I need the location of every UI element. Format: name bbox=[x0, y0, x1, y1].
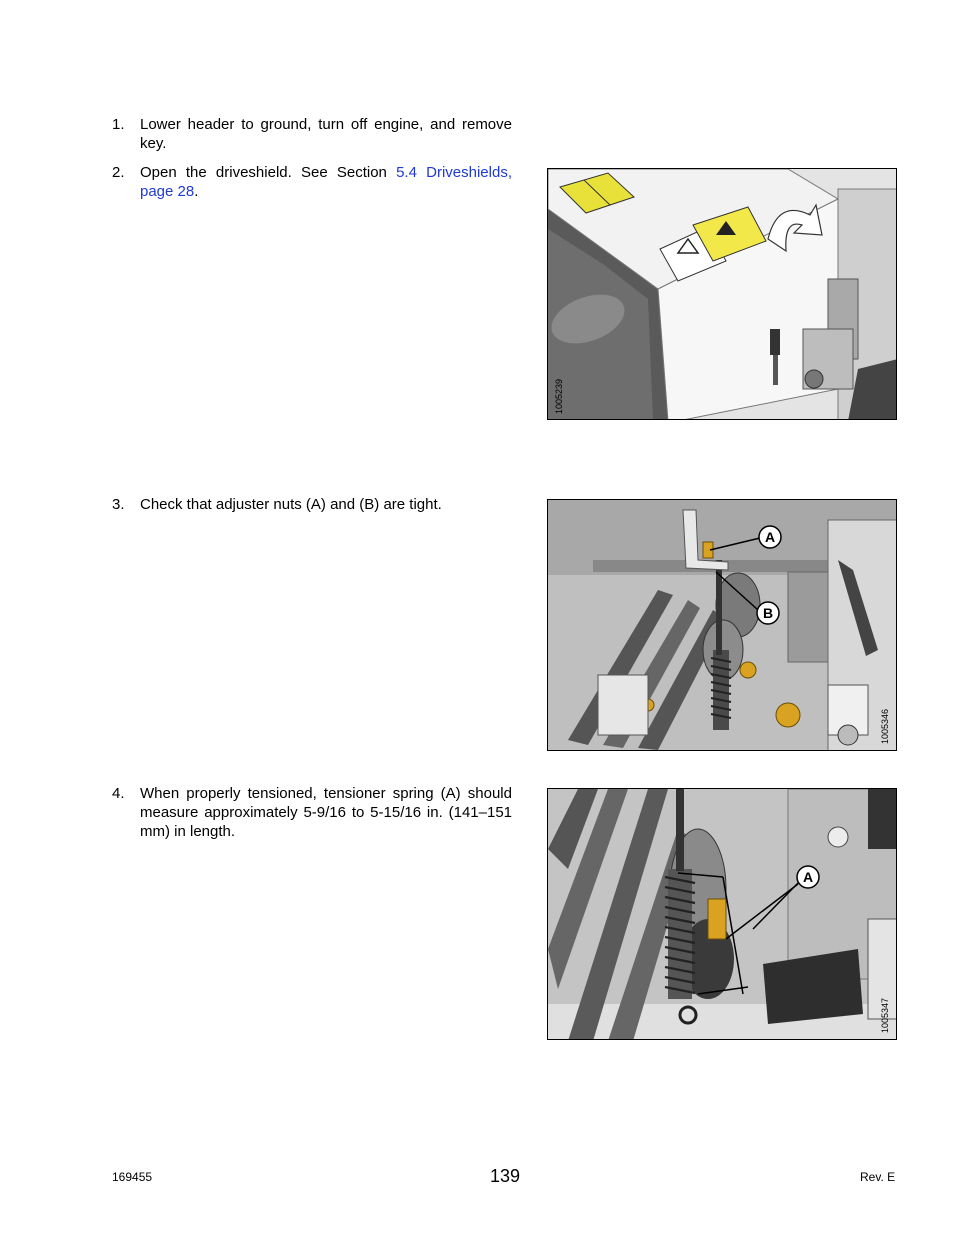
driveshield-illustration bbox=[548, 169, 897, 420]
step-2 bbox=[112, 163, 512, 201]
section-link[interactable]: 5.4 Driveshields, page 28 bbox=[140, 164, 512, 200]
step-number: 2. bbox=[112, 164, 125, 181]
step-1 bbox=[112, 115, 512, 153]
callout-b: B bbox=[762, 605, 774, 621]
adjuster-nuts-illustration bbox=[548, 500, 897, 751]
step-text bbox=[140, 163, 512, 201]
figure-id: 1005347 bbox=[880, 997, 890, 1033]
step-text: Lower header to ground, turn off engine, and remove key. bbox=[140, 116, 512, 152]
document-number: 169455 bbox=[112, 1170, 153, 1184]
step-number: 4. bbox=[112, 785, 125, 802]
figure-adjuster-nuts bbox=[547, 499, 897, 751]
figure-id: 1005239 bbox=[554, 378, 564, 414]
step-text-after: . bbox=[194, 183, 199, 200]
callout-a: A bbox=[764, 529, 776, 545]
figure-tensioner-spring bbox=[547, 788, 897, 1040]
step-text: When properly tensioned, tensioner spring (A) should measure approximately 5-9/16 to 5-15/16 in. (141–151 mm) in length. bbox=[140, 785, 512, 840]
page-number: 139 bbox=[490, 1166, 521, 1186]
callout-a: A bbox=[802, 869, 814, 885]
figure-driveshield bbox=[547, 168, 897, 420]
step-number: 3. bbox=[112, 496, 125, 513]
step-number: 1. bbox=[112, 116, 125, 133]
step-text-before: Open the driveshield. See Section bbox=[140, 164, 397, 181]
step-text: Check that adjuster nuts (A) and (B) are tight. bbox=[140, 496, 442, 513]
revision-label: Rev. E bbox=[860, 1170, 896, 1184]
tensioner-spring-illustration bbox=[548, 789, 897, 1040]
figure-id: 1005346 bbox=[880, 708, 890, 744]
step-3 bbox=[112, 495, 512, 514]
step-4 bbox=[112, 784, 512, 841]
